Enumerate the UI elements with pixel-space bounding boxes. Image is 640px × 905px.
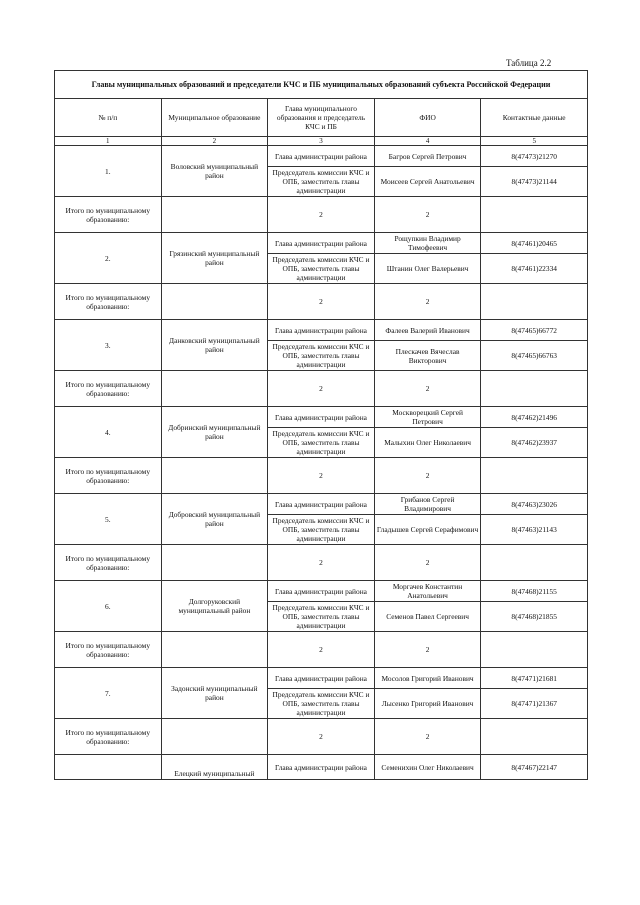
total-empty-mo bbox=[161, 371, 268, 407]
table-row-total bbox=[55, 371, 588, 407]
table-row-head bbox=[55, 233, 588, 254]
table-row-head bbox=[55, 407, 588, 428]
municipality-name: Задонский муниципальный район bbox=[161, 668, 268, 719]
head-phone: 8(47471)21681 bbox=[481, 668, 588, 689]
row-number: 5. bbox=[55, 494, 162, 545]
total-role-count: 2 bbox=[268, 371, 375, 407]
header-mo: Муниципальное образование bbox=[161, 99, 268, 137]
municipality-name bbox=[161, 755, 268, 780]
role-chair: Председатель комиссии КЧС и ОПБ, заместитель главы администрации bbox=[268, 254, 375, 284]
column-number-row bbox=[55, 137, 588, 146]
header-contacts: Контактные данные bbox=[481, 99, 588, 137]
chair-fio: Моисеев Сергей Анатольевич bbox=[374, 167, 481, 197]
municipality-name: Добровский муниципальный район bbox=[161, 494, 268, 545]
head-fio: Багров Сергей Петрович bbox=[374, 146, 481, 167]
total-fio-count: 2 bbox=[374, 197, 481, 233]
head-phone: 8(47467)22147 bbox=[481, 755, 588, 780]
table-row-head bbox=[55, 668, 588, 689]
table-row-head bbox=[55, 320, 588, 341]
total-empty-contacts bbox=[481, 545, 588, 581]
row-number: 2. bbox=[55, 233, 162, 284]
municipality-name-text: Елецкий муниципальный bbox=[174, 769, 255, 778]
head-fio: Фалеев Валерий Иванович bbox=[374, 320, 481, 341]
total-empty-mo bbox=[161, 719, 268, 755]
total-role-count: 2 bbox=[268, 545, 375, 581]
head-fio: Семенихин Олег Николаевич bbox=[374, 755, 481, 780]
table-label: Таблица 2.2 bbox=[506, 58, 552, 68]
total-empty-contacts bbox=[481, 719, 588, 755]
total-role-count: 2 bbox=[268, 284, 375, 320]
total-empty-contacts bbox=[481, 197, 588, 233]
col-number-2: 2 bbox=[161, 137, 268, 146]
municipal-heads-table bbox=[54, 70, 588, 780]
head-phone: 8(47462)21496 bbox=[481, 407, 588, 428]
municipality-name: Данковский муниципальный район bbox=[161, 320, 268, 371]
total-role-count: 2 bbox=[268, 458, 375, 494]
role-chair: Председатель комиссии КЧС и ОПБ, заместитель главы администрации bbox=[268, 689, 375, 719]
row-number: 7. bbox=[55, 668, 162, 719]
municipality-name: Грязинский муниципальный район bbox=[161, 233, 268, 284]
total-empty-mo bbox=[161, 197, 268, 233]
role-head: Глава администрации района bbox=[268, 146, 375, 167]
col-number-5: 5 bbox=[481, 137, 588, 146]
row-number: 4. bbox=[55, 407, 162, 458]
role-chair: Председатель комиссии КЧС и ОПБ, заместитель главы администрации bbox=[268, 515, 375, 545]
total-empty-contacts bbox=[481, 632, 588, 668]
row-number: 1. bbox=[55, 146, 162, 197]
total-label: Итого по муниципальному образованию: bbox=[55, 719, 162, 755]
row-number: 3. bbox=[55, 320, 162, 371]
total-empty-mo bbox=[161, 545, 268, 581]
header-fio: ФИО bbox=[374, 99, 481, 137]
table-row-head bbox=[55, 146, 588, 167]
role-chair: Председатель комиссии КЧС и ОПБ, заместитель главы администрации bbox=[268, 602, 375, 632]
head-phone: 8(47473)21270 bbox=[481, 146, 588, 167]
table-row-total bbox=[55, 197, 588, 233]
header-num: № п/п bbox=[55, 99, 162, 137]
head-phone: 8(47463)23026 bbox=[481, 494, 588, 515]
chair-fio: Семенов Павел Сергеевич bbox=[374, 602, 481, 632]
chair-fio: Штанин Олег Валерьевич bbox=[374, 254, 481, 284]
head-phone: 8(47468)21155 bbox=[481, 581, 588, 602]
chair-phone: 8(47463)21143 bbox=[481, 515, 588, 545]
total-fio-count: 2 bbox=[374, 371, 481, 407]
total-label: Итого по муниципальному образованию: bbox=[55, 545, 162, 581]
total-fio-count: 2 bbox=[374, 458, 481, 494]
chair-phone: 8(47461)22334 bbox=[481, 254, 588, 284]
total-role-count: 2 bbox=[268, 197, 375, 233]
total-empty-mo bbox=[161, 284, 268, 320]
total-empty-mo bbox=[161, 632, 268, 668]
table-row-head bbox=[55, 581, 588, 602]
head-fio: Мосолов Григорий Иванович bbox=[374, 668, 481, 689]
table-row-total bbox=[55, 284, 588, 320]
table-row-total bbox=[55, 458, 588, 494]
role-head: Глава администрации района bbox=[268, 755, 375, 780]
total-empty-contacts bbox=[481, 458, 588, 494]
col-number-1: 1 bbox=[55, 137, 162, 146]
total-fio-count: 2 bbox=[374, 545, 481, 581]
role-head: Глава администрации района bbox=[268, 668, 375, 689]
role-chair: Председатель комиссии КЧС и ОПБ, заместитель главы администрации bbox=[268, 341, 375, 371]
table-title: Главы муниципальных образований и председатели КЧС и ПБ муниципальных образований субъекта Российской Федерации bbox=[55, 71, 588, 99]
total-label: Итого по муниципальному образованию: bbox=[55, 284, 162, 320]
chair-phone: 8(47471)21367 bbox=[481, 689, 588, 719]
chair-fio: Гладышев Сергей Серафимович bbox=[374, 515, 481, 545]
head-phone: 8(47461)20465 bbox=[481, 233, 588, 254]
row-number bbox=[55, 755, 162, 780]
total-label: Итого по муниципальному образованию: bbox=[55, 632, 162, 668]
municipality-name: Воловский муниципальный район bbox=[161, 146, 268, 197]
total-empty-contacts bbox=[481, 371, 588, 407]
table-title-row bbox=[55, 71, 588, 99]
row-number: 6. bbox=[55, 581, 162, 632]
total-empty-contacts bbox=[481, 284, 588, 320]
chair-phone: 8(47473)21144 bbox=[481, 167, 588, 197]
header-role: Глава муниципального образования и председатель КЧС и ПБ bbox=[268, 99, 375, 137]
table-row-total bbox=[55, 632, 588, 668]
table-row-total bbox=[55, 719, 588, 755]
head-fio: Моргачев Константин Анатольевич bbox=[374, 581, 481, 602]
role-head: Глава администрации района bbox=[268, 581, 375, 602]
chair-phone: 8(47465)66763 bbox=[481, 341, 588, 371]
chair-fio: Лысенко Григорий Иванович bbox=[374, 689, 481, 719]
total-fio-count: 2 bbox=[374, 284, 481, 320]
role-chair: Председатель комиссии КЧС и ОПБ, заместитель главы администрации bbox=[268, 167, 375, 197]
head-fio: Грибанов Сергей Владимирович bbox=[374, 494, 481, 515]
municipality-name: Добринский муниципальный район bbox=[161, 407, 268, 458]
total-label: Итого по муниципальному образованию: bbox=[55, 197, 162, 233]
role-head: Глава администрации района bbox=[268, 494, 375, 515]
table-row-head bbox=[55, 494, 588, 515]
total-fio-count: 2 bbox=[374, 719, 481, 755]
total-empty-mo bbox=[161, 458, 268, 494]
chair-phone: 8(47462)23937 bbox=[481, 428, 588, 458]
chair-phone: 8(47468)21855 bbox=[481, 602, 588, 632]
total-role-count: 2 bbox=[268, 632, 375, 668]
municipality-name: Долгоруковский муниципальный район bbox=[161, 581, 268, 632]
head-fio: Рощупкин Владимир Тимофеевич bbox=[374, 233, 481, 254]
head-phone: 8(47465)66772 bbox=[481, 320, 588, 341]
table-row-head bbox=[55, 755, 588, 780]
role-head: Глава администрации района bbox=[268, 233, 375, 254]
header-row bbox=[55, 99, 588, 137]
total-label: Итого по муниципальному образованию: bbox=[55, 458, 162, 494]
chair-fio: Малыхин Олег Николаевич bbox=[374, 428, 481, 458]
role-chair: Председатель комиссии КЧС и ОПБ, заместитель главы администрации bbox=[268, 428, 375, 458]
head-fio: Москворецкий Сергей Петрович bbox=[374, 407, 481, 428]
col-number-4: 4 bbox=[374, 137, 481, 146]
chair-fio: Плескачев Вячеслав Викторович bbox=[374, 341, 481, 371]
total-fio-count: 2 bbox=[374, 632, 481, 668]
col-number-3: 3 bbox=[268, 137, 375, 146]
role-head: Глава администрации района bbox=[268, 320, 375, 341]
total-label: Итого по муниципальному образованию: bbox=[55, 371, 162, 407]
total-role-count: 2 bbox=[268, 719, 375, 755]
role-head: Глава администрации района bbox=[268, 407, 375, 428]
table-row-total bbox=[55, 545, 588, 581]
